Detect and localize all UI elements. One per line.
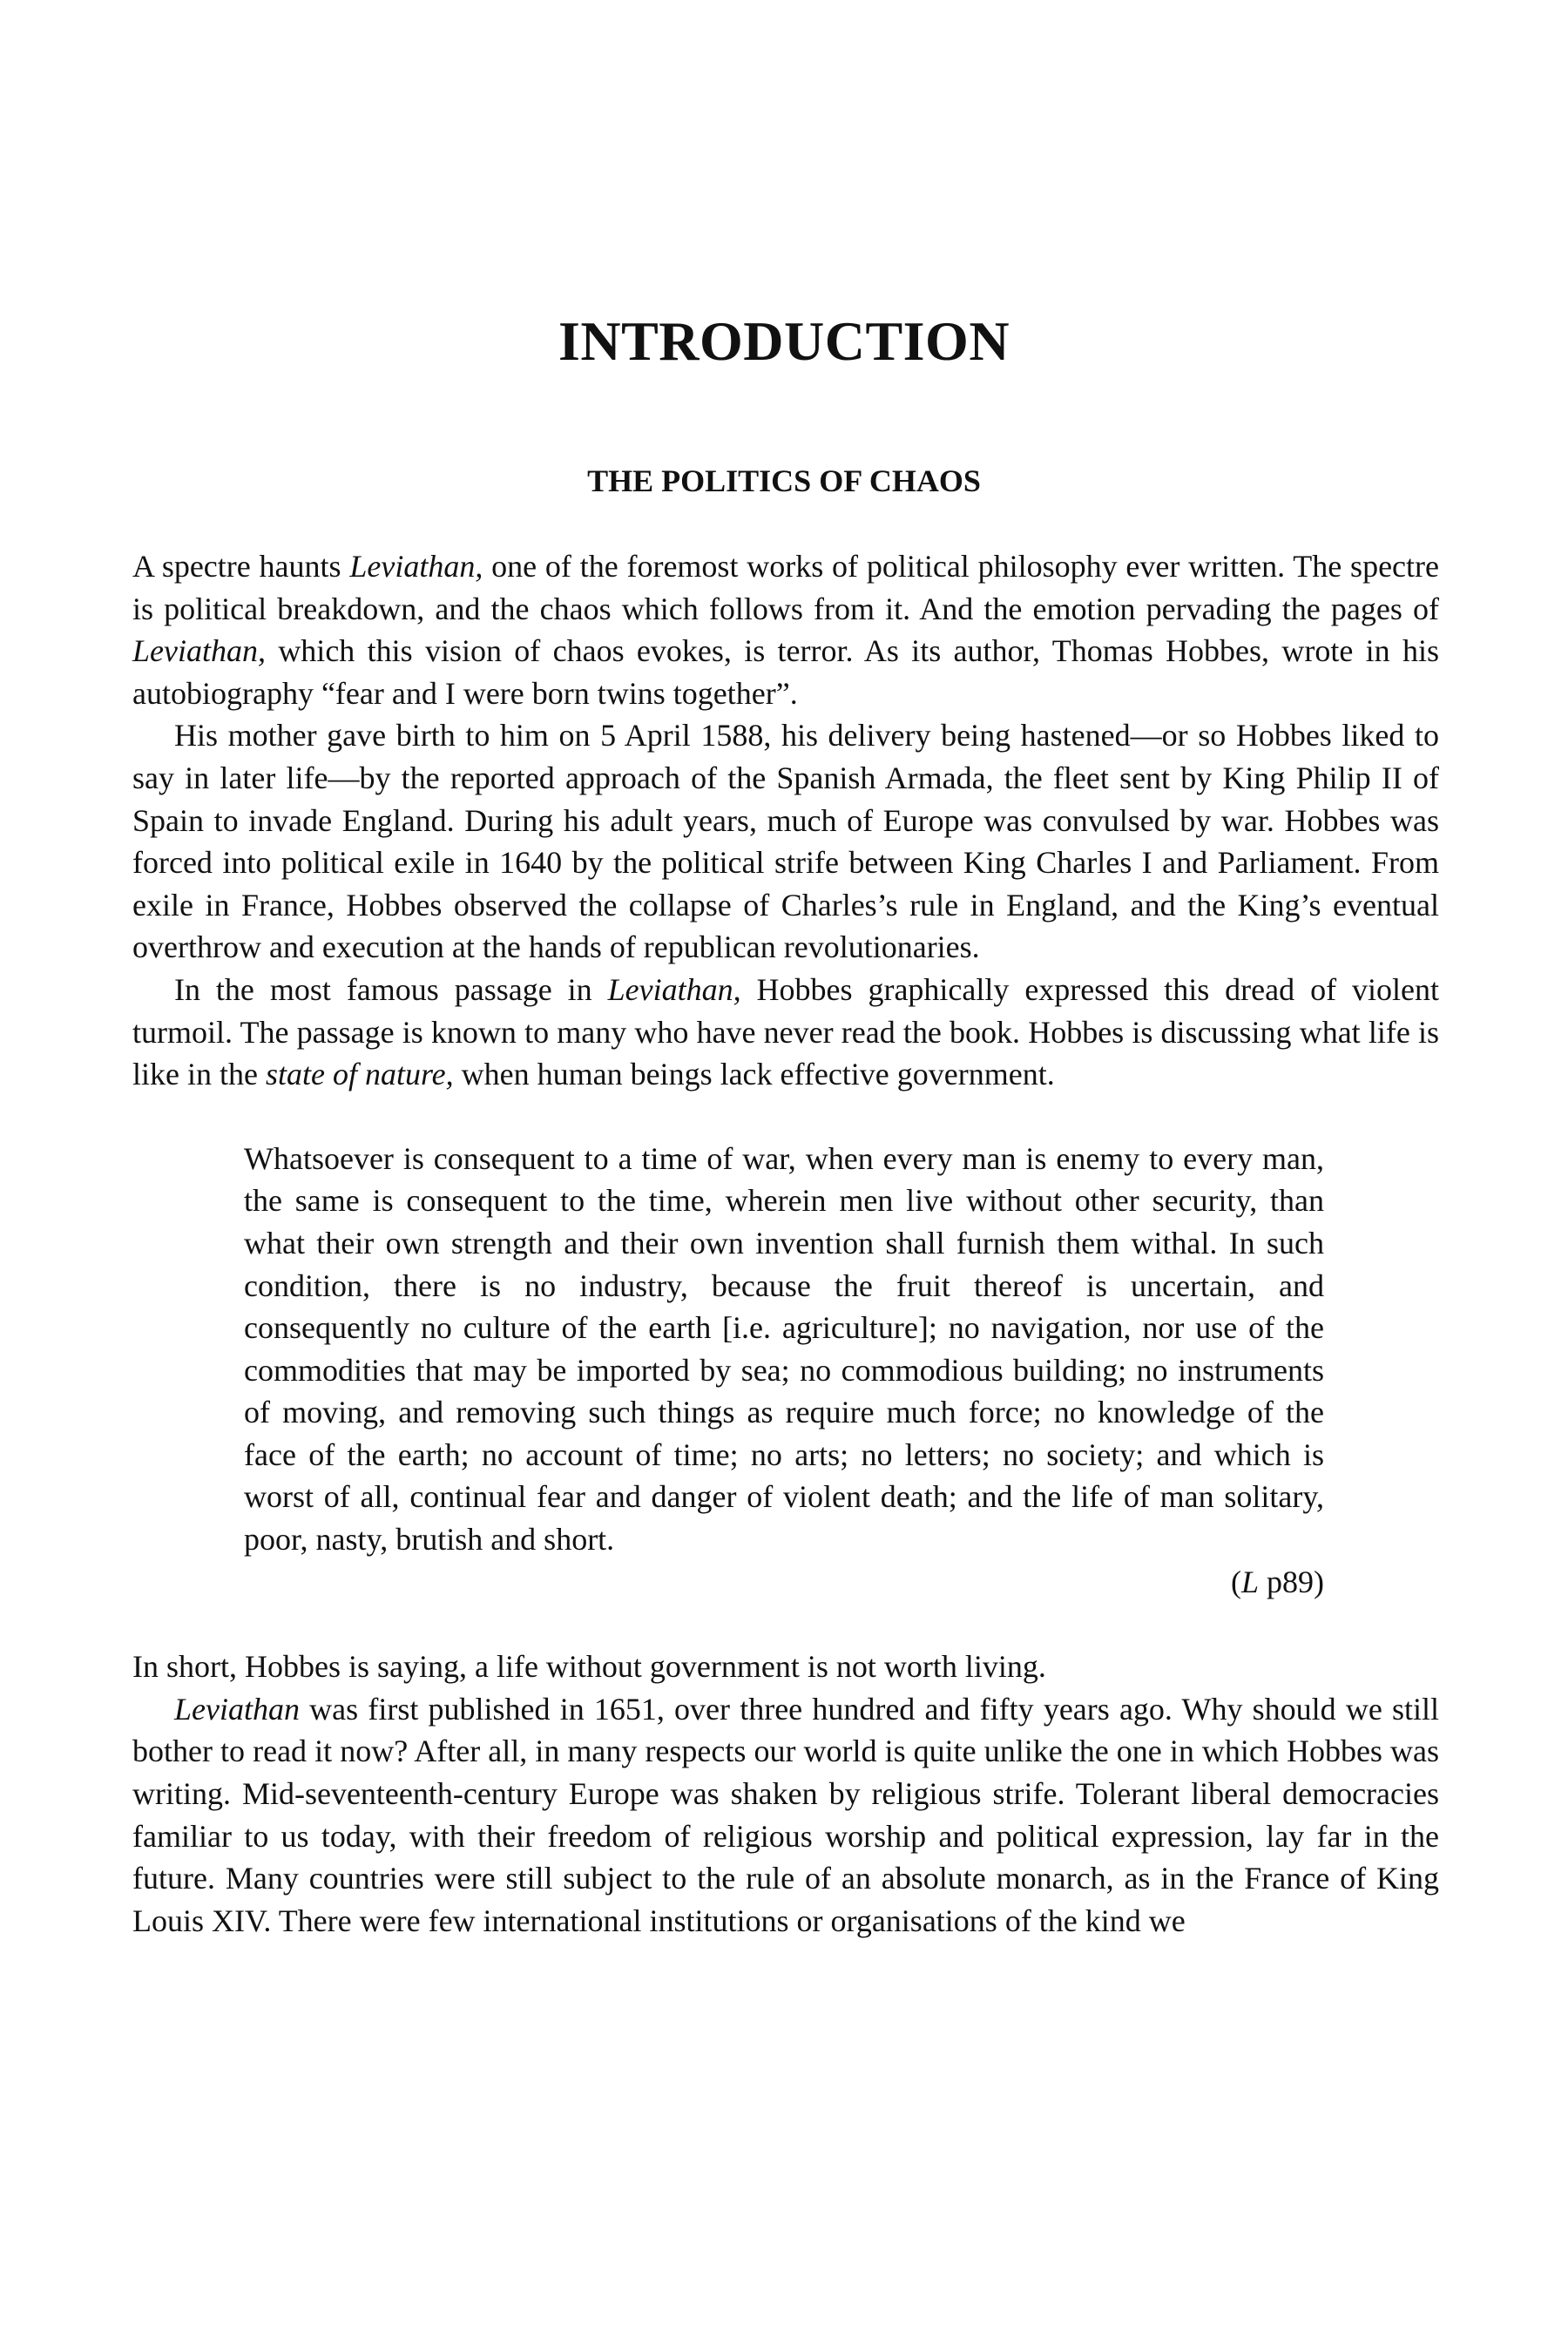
citation-letter: L — [1240, 1564, 1259, 1599]
paragraph-1-title-leviathan-b: Leviathan, — [132, 633, 266, 669]
paragraph-5 — [132, 1688, 1439, 1943]
paragraph-4 — [132, 1646, 1439, 1688]
paragraph-4-text: In short, Hobbes is saying, a life without government is not worth living. — [132, 1649, 1046, 1685]
citation-open: ( — [1230, 1564, 1241, 1599]
paragraph-3-title-leviathan: Leviathan, — [607, 971, 741, 1007]
block-quote-text: Whatsoever is consequent to a time of war, when every man is enemy to every man, the same is consequent to the time, wherein men live without other security, than what their own strength and their own invention shall furnish them withal. In such condition, there is no industry, because the fruit thereof is uncertain, and consequently no culture of the earth [i.e. agriculture]; no navigation, nor use of the commodities that may be imported by sea; no commodious building; no instruments of moving, and removing such things as require much force; no knowledge of the face of the earth; no account of time; no arts; no letters; no society; and which is worst of all, continual fear and danger of violent death; and the life of man solitary, poor, nasty, brutish and short. — [244, 1140, 1324, 1558]
paragraph-3-term-state-of-nature: state of nature, — [265, 1057, 454, 1092]
paragraph-1-title-leviathan-a: Leviathan, — [349, 549, 483, 584]
citation-rest: p89) — [1259, 1564, 1324, 1599]
paragraph-3-text-a: In the most famous passage in — [174, 971, 608, 1007]
paragraph-5-text: was first published in 1651, over three hundred and fifty years ago. Why should we still bother to read it now? After all, in many respects our world is quite unlike the one in which Hobbes was writing. Mid-seventeenth-century Europe was shaken by religious strife. Tolerant liberal democracies familiar to us today, with their freedom of religious worship and political expression, lay far in the future. Many countries were still subject to the rule of an absolute monarch, as in the France of King Louis XIV. There were few international institutions or organisations of the kind we — [132, 1691, 1439, 1938]
paragraph-5-title-leviathan: Leviathan — [174, 1691, 300, 1727]
paragraph-1 — [132, 545, 1439, 714]
paragraph-2-text: His mother gave birth to him on 5 April 1588, his delivery being hastened—or so Hobbes liked to say in later life—by the reported approach of the Spanish Armada, the fleet sent by King Philip II of Spain to invade England. During his adult years, much of Europe was convulsed by war. Hobbes was forced into political exile in 1640 by the political strife between King Charles I and Parliament. From exile in France, Hobbes observed the collapse of Charles’s rule in England, and the King’s eventual overthrow and execution at the hands of republican revolutionaries. — [132, 718, 1439, 965]
block-quote-citation — [244, 1561, 1324, 1604]
block-quote — [244, 1138, 1324, 1604]
paragraph-2 — [132, 714, 1439, 969]
section-title: THE POLITICS OF CHAOS — [587, 463, 981, 498]
paragraph-1-text-a: A spectre haunts — [132, 549, 350, 584]
paragraph-3-text-c: when human beings lack effective government. — [453, 1057, 1055, 1092]
paragraph-3-text-b: Hobbes graphically expressed this dread of violent turmoil. The passage is known to many who have never read the book. Hobbes is discussing what life is like in the — [132, 971, 1439, 1092]
paragraph-1-text-b: one of the foremost works of political philosophy ever written. The spectre is political breakdown, and the chaos which follows from it. And the emotion pervading the pages of — [132, 549, 1439, 626]
paragraph-1-text-c: which this vision of chaos evokes, is terror. As its author, Thomas Hobbes, wrote in his autobiography “fear and I were born twins together”. — [132, 633, 1439, 711]
paragraph-3 — [132, 969, 1439, 1096]
chapter-title: INTRODUCTION — [558, 310, 1010, 372]
body-text — [132, 545, 1439, 1942]
